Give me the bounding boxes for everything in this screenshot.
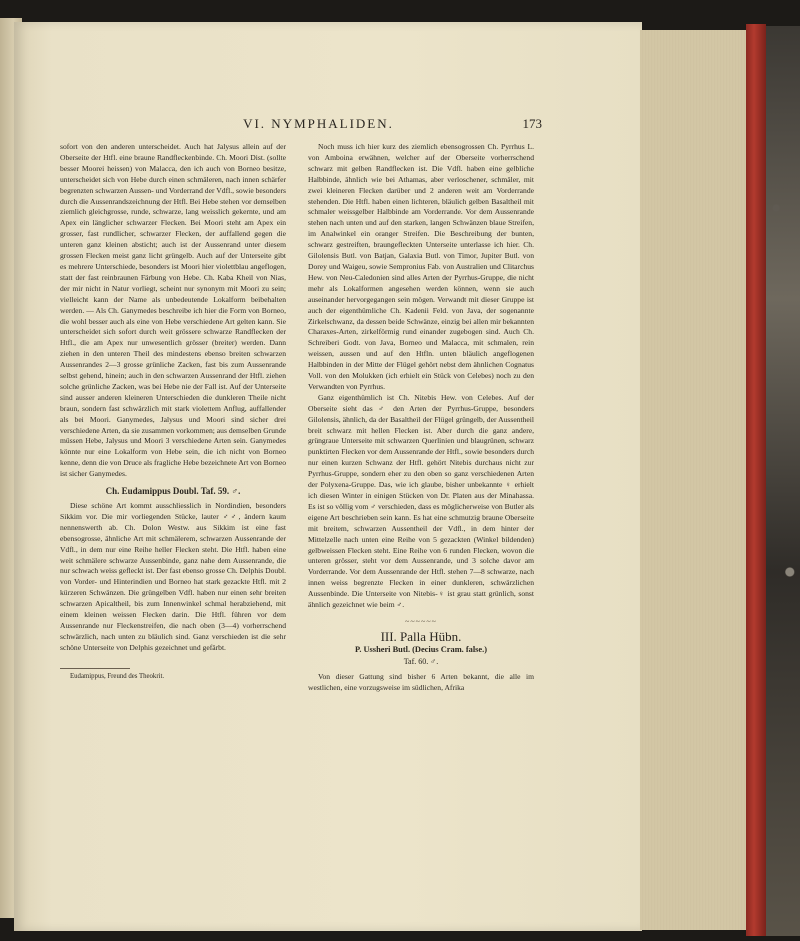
marbled-endpaper <box>766 26 800 936</box>
right-paragraph-1: Noch muss ich hier kurz des ziemlich ebensogrossen Ch. Pyrrhus L. von Amboina erwähnen, welcher auf der Oberseite vorherrschend schwarz mit gelben Randflecken ist. Die Vdfl. haben eine gelbliche Halbbinde, ähnlich wie bei Athamas, aber verloschener, schmäler, mit zwei kleineren Flecken darüber und 2 anderen weit am Vorderrande stehenden. Die Htfl. haben einen lichteren, bläulich gelben Basaltheil mit schmaler weissgelber Halbbinde am Vorderrande. Vor dem Aussenrande stehen nach unten und auf den starken, langen Schwänzen blaue Streifen, im Analwinkel ein oranger Streifen. Die Beschreibung der bunten, schwarz gestreiften, braungefleckten Unterseite unterlasse ich hier. Ch. Gilolensis Butl. von Batjan, Galaxia Butl. von Timor, Jupiter Butl. von Dorey und Waigeu, sowie Sempronius Fab. von Australien und Clitarchus Hew. von Neu-Caledonien sind alles Arten der Pyrrhus-Gruppe, die nicht mehr als Lokalformen angesehen werden können, wenn sie auch auseinander hervorgegangen sein mögen. Verwandt mit dieser Gruppe ist auch der eigenthümliche Ch. Kadenii Feld. von Java, der sogenannte Zirkelschwanz, da dessen beide Schwänze, einzig bei allen mir bekannten Charaxes-Arten, zirkelförmig rund einander zugebogen sind. Auch Ch. Schreiberi Godt. von Java, Borneo und Malacca, mit schmalen, rein weissen, aussen und auf den Htfln. unten bläulich angeflogenen Halbbinden in der Mitte der Flügel gehört nebst dem ähnlichen Cognatus Voll. von den Molukken (ich erhielt ein Stück von Celebes) noch zu den Verwandten von Pyrrhus. <box>308 142 534 391</box>
species-heading: P. Ussheri Butl. (Decius Cram. false.) <box>354 644 488 654</box>
footnote-rule <box>60 668 130 669</box>
left-section-paragraph-1: Diese schöne Art kommt ausschliesslich in Nordindien, besonders Sikkim vor. Die mir vorliegenden Stücke, lauter ♂♂, ändern kaum nennenswerth ab. Ch. Dolon Westw. aus Sikkim ist eine fast ebensogrosse, ähnliche Art mit schmälerem, schwarzen Aussenrande der Vdfl., in dem nur eine Reihe heller Flecken steht. Die Htfl. haben eine weit schmälere schwarze Aussenbinde, ganz nahe dem Aussenrande, die nur schwach weiss gefleckt ist. Der fast ebenso grosse Ch. Delphis Doubl. von Vorder- und Hinterindien und Borneo hat stark gezackte Htfl. mit 2 kürzeren Schwänzen. Die grüngelben Vdfl. haben nur einen sehr breiten schwarzen Apicaltheil, bis zum Innenwinkel schmal herabziehend, mit einem kleinen weissen Flecken darin. Die Htfl. führen vor dem Aussenrande nur Fleckenstreifen, die nach oben (3—4) vorherrschend schwärzlich, nach unten zu bläulich sind. Ganz verschieden ist die sehr schöne Unterseite von Delphis gezeichnet und gefärbt. <box>60 501 286 652</box>
book-cover-spine <box>746 24 766 936</box>
right-final-paragraph: Von dieser Gattung sind bisher 6 Arten bekannt, die alle im westlichen, eine vorzugsweise im südlichen, Afrika <box>308 671 534 692</box>
section-ornament: ~~~~~~ <box>405 616 437 626</box>
section-heading-eudamippus: Ch. Eudamippus Doubl. Taf. 59. ♂. <box>105 486 241 497</box>
page-block-edges <box>640 30 748 930</box>
header-title: VI. NYMPHALIDEN. <box>243 116 394 131</box>
right-column <box>308 142 534 693</box>
plate-reference: Taf. 60. ♂. <box>403 656 439 666</box>
right-paragraph-2: Ganz eigenthümlich ist Ch. Nitebis Hew. von Celebes. Auf der Oberseite sieht das ♂ den Arten der Pyrrhus-Gruppe, besonders Gilolensis, ähnlich, da der Basaltheil der Flügel grüngelb, der Aussentheil breit schwarz mit hellen Flecken ist. Aber durch die ganz andere, grüngraue Unterseite mit schwarzen Querlinien und blaugrünen, schwarz punktirten Flecken vor dem Aussenrande der Htfl., sowie besonders durch nur einen kurzen Schwanz der Htfl. gehört Nitebis durchaus nicht zur Pyrrhus-Gruppe, sondern eher zu den oben so ganz verschiedenen Arten der Polyxena-Gruppe. Das, wie ich glaube, bisher unbekannte ♀ erhielt ich diesen Winter in einigen Stücken von Dr. Platen aus der Minahassa. Es ist so völlig vom ♂ verschieden, dass es möglicherweise von Butler als eigene Art beschrieben sein kann. Es hat eine schmutzig braune Oberseite mit breitem, schwarzen Aussentheil der Vdfl., in dem hinter der Mittelzelle nach unten eine Reihe von 5 gezackten (Winkel bildenden) gelbweissen Flecken steht. Eine Reihe von 6 runden Flecken, wovon die unteren grösser, steht vor dem Aussenrande, und 3 solche davor am Vorderrande. Vor dem Aussenrande der Htfl. stehen 7—8 schwarze, nach innen weiss begrenzte Flecken in einer dunkleren, schwärzlichen Aussenbinde. Die Unterseite von Nitebis-♀ ist grau statt grünlich, sonst ähnlich gezeichnet wie beim ♂. <box>308 392 534 610</box>
page-number: 173 <box>522 116 542 131</box>
left-column <box>60 142 286 681</box>
footnote: Eudamippus, Freund des Theokrit. <box>70 672 165 680</box>
genus-heading: III. Palla Hübn. <box>380 628 462 644</box>
running-header <box>95 116 542 136</box>
left-paragraph-1: sofort von den anderen unterscheidet. Auch hat Jalysus allein auf der Oberseite der Htfl. eine braune Randfleckenbinde. Ch. Moori Dist. (sollte besser Moorei heissen) von Malacca, den ich auch von Borneo besitze, unterscheidet sich von Hebe durch einen schmäleren, nach innen schärfer begrenzten schwarzen Aussen- und Vorderrand der Vdfl., sowie besonders durch die Aussenrandszeichnung der Htfl. Bei Hebe stehen vor demselben ziemlich gleichgrosse, runde, schwarze, lang weisslich gekernte, und am Apex ein länglicher schwarzer Flecken. Bei Moori steht am Apex ein grosser, fast rundlicher, schwarzer Flecken, der auffallend gegen die unteren ganz kleinen absticht; auch ist der Aussenrand unter diesem grossen Flecken meist ganz licht grüngelb. Auch auf der Unterseite gibt es mehrere Unterschiede, besonders ist Moori hier violettblau angeflogen, statt der fast reinbraunen Färbung von Hebe. Ch. Kaba Kheil von Nias, der mir nicht in Natur vorliegt, scheint nur synonym mit Moori zu sein; vielleicht kann der Name als unbedeutende Lokalform beibehalten werden. — Als Ch. Ganymedes beschreibe ich hier die Form von Borneo, die wohl besser auch als eine von Hebe verschiedene Art gelten kann. Sie unterscheidet sich sofort durch weit grössere schwarze Randflecken der Htfl., die am Apex nur unwesentlich grösser (breiter) werden. Dann ziehen in den unteren Theil des mindestens ebenso breiten schwarzen Aussenrandes 2—3 grosse grünliche Zacken, fast bis zum Aussenrande selbst gehend, hinein; auch in den schwarzen Aussenrand der Htfl. ziehen solche grünliche Zacken, was bei Hebe nie der Fall ist. Auf der Unterseite sind ausser anderen kleineren Unterschieden die dunkleren Theile nicht braun, sondern fast schwärzlich mit stark violettem Anflug, auffallender als bei Moori. Ganymedes, Jalysus und Moori sind sicher drei verschiedene Arten, da sie zusammen vorkommen; aus demselben Grunde müssen Hebe, Jalysus und Moori 3 verschiedene Arten sein. Ganymedes könnte nur eine Lokalform von Hebe sein, die ich nicht von Borneo kenne, denn die von Druce als fragliche Hebe bezeichnete Art von Borneo ist sicher Ganymedes. <box>60 142 286 479</box>
